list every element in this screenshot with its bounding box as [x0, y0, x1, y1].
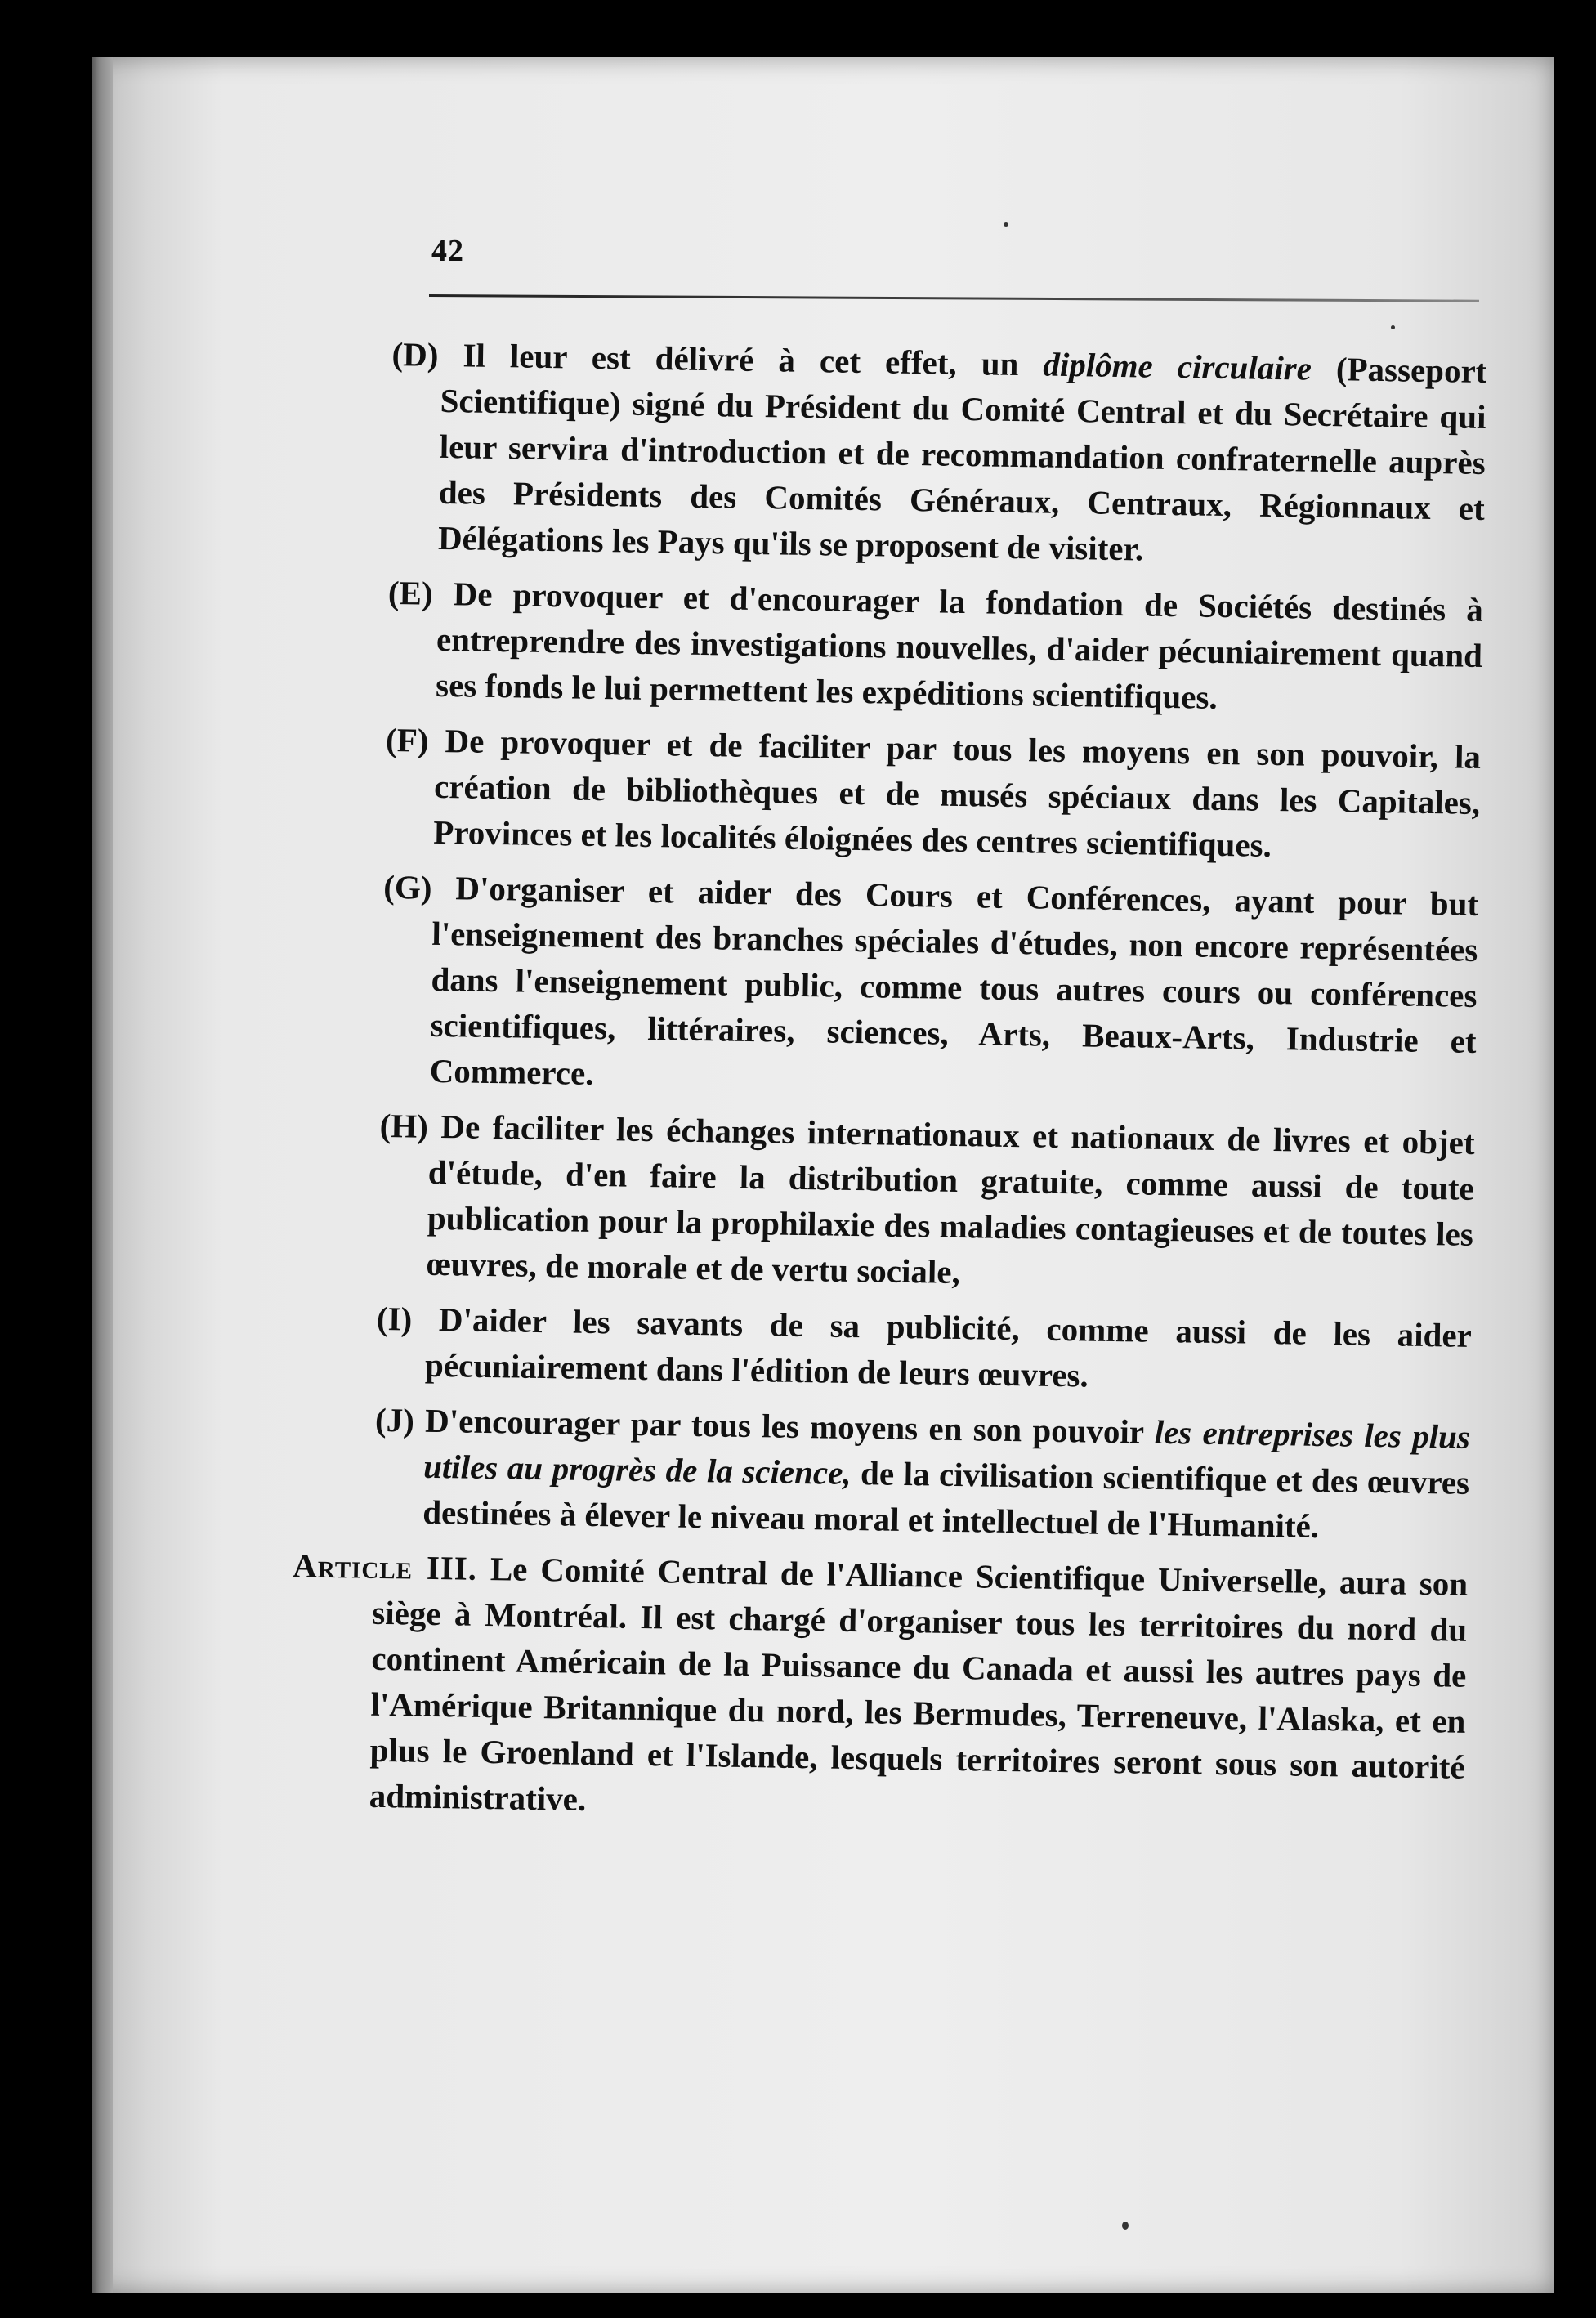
- paragraph-g: [380, 864, 1478, 1110]
- paragraph-h: [378, 1103, 1475, 1303]
- paragraph-text: D'organiser et aider des Cours et Conférences, ayant pour but l'enseignement des branches spéciales d'études, non encore représentées dans l'enseignement public, comme tous autres cours ou conférences scientifiques, littéraires, sciences, Arts, Beaux-Arts, Industrie et Commerce.: [429, 868, 1479, 1092]
- paragraph-f: [384, 717, 1481, 871]
- paragraph-i: [376, 1295, 1473, 1404]
- paragraph-italic-text: les entreprises les plus utiles au progrès de la science,: [422, 1412, 1471, 1492]
- paragraph-label: (I): [376, 1299, 413, 1338]
- paragraph-label: (H): [379, 1106, 429, 1145]
- paragraph-label: (D): [391, 334, 439, 374]
- scan-speck: [1122, 2222, 1129, 2230]
- paragraph-text: (Passeport Scientifique) signé du Président du Comité Central et du Secrétaire qui leur servira d'introduction et de recommandation confraternelle auprès des Présidents des Comités Généraux, Centraux, Régionnaux et Délégations les Pays qu'ils se proposent de visiter.: [437, 349, 1487, 568]
- paragraph-text: De provoquer et de faciliter par tous les moyens en son pouvoir, la création de bibliothèques et de musés spéciaux dans les Capitales, Provinces et les localités éloignées des centres scientifiques.: [428, 721, 1482, 864]
- paragraph-label: (J): [374, 1400, 415, 1439]
- paragraph-j: [373, 1397, 1470, 1551]
- paragraph-text: Il leur est délivré à cet effet, un: [438, 335, 1044, 383]
- paragraph-text: De faciliter les échanges internationaux et nationaux de livres et objet d'étude, d'en faire la distribution gratuite, comme aussi de toute publication pour la prophilaxie des maladies contagieuses et de toutes les œuvres, de morale et de vertu sociale,: [426, 1107, 1475, 1291]
- page-binding-edge: [92, 57, 113, 2293]
- paragraph-label: (E): [387, 573, 433, 612]
- paragraph-text: D'encourager par tous les moyens en son pouvoir: [414, 1401, 1156, 1451]
- article-text: Le Comité Central de l'Alliance Scientifique Universelle, aura son siège à Montréal. Il est chargé d'organiser tous les territoires du nord du continent Américain de la Puissance du Canada et aussi les autres pays de l'Amérique Britannique du nord, les Bermudes, Terreneuve, l'Alaska, et en plus le Groenland et l'Islande, lesquels territoires seront sous son autorité administrative.: [369, 1549, 1469, 1818]
- article-heading: Article III.: [292, 1546, 478, 1587]
- paragraph-e: [387, 570, 1483, 724]
- body-text: [292, 331, 1487, 1836]
- paragraph-text: de la civilisation scientifique et des œuvres destinées à élever le niveau moral et intellectuel de l'Humanité.: [422, 1453, 1470, 1545]
- page-number: 42: [431, 234, 464, 268]
- paragraph-text: D'aider les savants de sa publicité, comme aussi de les aider pécuniairement dans l'édition de leurs œuvres.: [411, 1300, 1473, 1394]
- paragraph-label: (G): [382, 867, 432, 906]
- paragraph-italic-text: diplôme circulaire: [1043, 345, 1312, 387]
- article-iii: [288, 1542, 1468, 1836]
- paragraph-label: (F): [385, 720, 429, 759]
- paragraph-d: [389, 331, 1487, 577]
- scan-speck: [1391, 325, 1395, 329]
- paragraph-text: De provoquer et d'encourager la fondation de Sociétés destinés à entreprendre des investigations nouvelles, d'aider pécuniairement quand ses fonds le lui permettent les expéditions scientifiques.: [432, 574, 1484, 716]
- scan-speck: [1004, 222, 1008, 227]
